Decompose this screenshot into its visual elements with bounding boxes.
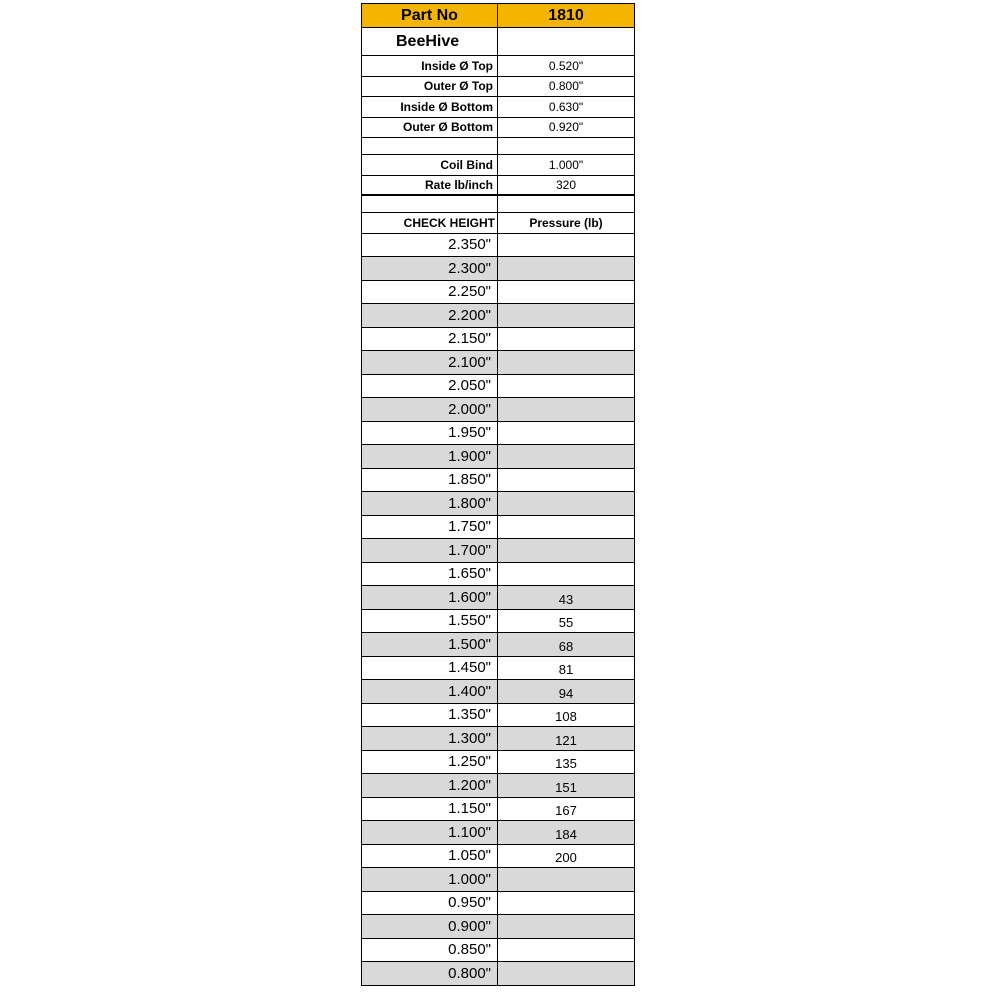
pressure-cell xyxy=(498,563,634,586)
spec-value: 0.800" xyxy=(548,79,584,94)
check-height-cell: 1.650" xyxy=(362,563,498,586)
table-row xyxy=(362,492,634,516)
check-height-cell: 1.550" xyxy=(362,610,498,633)
table-row xyxy=(362,892,634,916)
pressure-cell xyxy=(498,422,634,445)
blank-cell xyxy=(362,196,498,212)
table-row xyxy=(362,727,634,751)
pressure-cell xyxy=(498,892,634,915)
table-header-row xyxy=(362,213,634,234)
blank-row xyxy=(362,196,634,213)
table-row xyxy=(362,586,634,610)
check-height-cell: 1.750" xyxy=(362,516,498,539)
table-row xyxy=(362,751,634,775)
check-height-cell: 2.150" xyxy=(362,328,498,351)
blank-cell xyxy=(498,196,634,212)
pressure-cell xyxy=(498,915,634,938)
table-row xyxy=(362,422,634,446)
pressure-header: Pressure (lb) xyxy=(529,215,603,230)
part-header-row xyxy=(362,3,634,28)
check-height-cell: 0.950" xyxy=(362,892,498,915)
model-row xyxy=(362,28,634,56)
check-height-cell: 2.000" xyxy=(362,398,498,421)
pressure-cell xyxy=(498,939,634,962)
spec-value: 0.630" xyxy=(548,99,584,114)
table-row xyxy=(362,798,634,822)
check-height-cell: 1.800" xyxy=(362,492,498,515)
check-height-cell: 2.050" xyxy=(362,375,498,398)
blank-cell xyxy=(362,138,498,154)
rate-value: 320 xyxy=(555,177,577,192)
pressure-cell xyxy=(498,469,634,492)
pressure-cell: 43 xyxy=(558,591,574,607)
table-row xyxy=(362,680,634,704)
pressure-cell xyxy=(498,304,634,327)
table-row xyxy=(362,469,634,493)
pressure-cell xyxy=(498,281,634,304)
check-height-cell: 2.300" xyxy=(362,257,498,280)
blank-row xyxy=(362,138,634,155)
pressure-cell: 151 xyxy=(555,779,577,795)
rate-row xyxy=(362,176,634,197)
check-height-cell: 1.000" xyxy=(362,868,498,891)
check-height-header: CHECK HEIGHT xyxy=(362,213,498,233)
check-height-cell: 1.950" xyxy=(362,422,498,445)
table-row xyxy=(362,704,634,728)
pressure-cell: 55 xyxy=(558,615,574,631)
check-height-cell: 1.050" xyxy=(362,845,498,868)
spec-value: 0.520" xyxy=(548,58,584,73)
check-height-cell: 1.500" xyxy=(362,633,498,656)
pressure-cell xyxy=(498,257,634,280)
check-height-cell: 0.850" xyxy=(362,939,498,962)
spec-label: Outer Ø Bottom xyxy=(362,118,498,138)
table-row xyxy=(362,328,634,352)
pressure-cell: 94 xyxy=(558,685,574,701)
check-height-cell: 1.150" xyxy=(362,798,498,821)
spec-value: 0.920" xyxy=(548,120,584,135)
part-number: 1810 xyxy=(548,6,584,24)
pressure-cell xyxy=(498,539,634,562)
spec-label: Inside Ø Bottom xyxy=(362,97,498,117)
check-height-cell: 1.450" xyxy=(362,657,498,680)
table-row xyxy=(362,610,634,634)
table-row xyxy=(362,563,634,587)
check-height-cell: 1.300" xyxy=(362,727,498,750)
table-row xyxy=(362,633,634,657)
table-row xyxy=(362,845,634,869)
check-height-cell: 2.100" xyxy=(362,351,498,374)
pressure-cell: 200 xyxy=(555,850,577,866)
table-row xyxy=(362,821,634,845)
table-row xyxy=(362,234,634,258)
pressure-cell xyxy=(498,351,634,374)
pressure-cell: 81 xyxy=(558,662,574,678)
coil-bind-label: Coil Bind xyxy=(362,155,498,175)
spring-spec-sheet xyxy=(361,3,635,986)
spec-label: Outer Ø Top xyxy=(362,77,498,97)
table-row xyxy=(362,281,634,305)
spec-row xyxy=(362,97,634,118)
table-row xyxy=(362,657,634,681)
check-height-cell: 1.700" xyxy=(362,539,498,562)
check-height-cell: 1.100" xyxy=(362,821,498,844)
table-row xyxy=(362,915,634,939)
pressure-cell xyxy=(498,445,634,468)
pressure-cell: 108 xyxy=(555,709,577,725)
spec-row xyxy=(362,77,634,98)
table-row xyxy=(362,257,634,281)
table-row xyxy=(362,868,634,892)
pressure-cell: 121 xyxy=(555,732,577,748)
pressure-cell xyxy=(498,375,634,398)
table-row xyxy=(362,539,634,563)
table-row xyxy=(362,939,634,963)
pressure-cell xyxy=(498,962,634,985)
pressure-cell xyxy=(498,492,634,515)
check-height-cell: 1.250" xyxy=(362,751,498,774)
table-row xyxy=(362,375,634,399)
pressure-cell: 68 xyxy=(558,638,574,654)
model-value-cell xyxy=(498,28,634,55)
coil-bind-row xyxy=(362,155,634,176)
check-height-cell: 1.350" xyxy=(362,704,498,727)
check-height-cell: 0.900" xyxy=(362,915,498,938)
rate-label: Rate lb/inch xyxy=(362,176,498,195)
check-height-cell: 0.800" xyxy=(362,962,498,985)
pressure-cell xyxy=(498,398,634,421)
spec-row xyxy=(362,56,634,77)
part-no-label: Part No xyxy=(362,4,498,27)
check-height-table xyxy=(362,234,634,986)
table-row xyxy=(362,445,634,469)
pressure-cell xyxy=(498,868,634,891)
table-row xyxy=(362,304,634,328)
pressure-cell xyxy=(498,234,634,257)
table-row xyxy=(362,962,634,986)
pressure-cell: 184 xyxy=(555,826,577,842)
check-height-cell: 1.200" xyxy=(362,774,498,797)
check-height-cell: 1.400" xyxy=(362,680,498,703)
check-height-cell: 1.900" xyxy=(362,445,498,468)
pressure-cell: 135 xyxy=(555,756,577,772)
blank-cell xyxy=(498,138,634,154)
pressure-cell: 167 xyxy=(555,803,577,819)
spec-label: Inside Ø Top xyxy=(362,56,498,76)
pressure-cell xyxy=(498,516,634,539)
check-height-cell: 2.250" xyxy=(362,281,498,304)
table-row xyxy=(362,516,634,540)
table-row xyxy=(362,351,634,375)
check-height-cell: 2.200" xyxy=(362,304,498,327)
table-row xyxy=(362,774,634,798)
table-row xyxy=(362,398,634,422)
check-height-cell: 1.600" xyxy=(362,586,498,609)
model-name: BeeHive xyxy=(362,28,498,55)
check-height-cell: 2.350" xyxy=(362,234,498,257)
spec-row xyxy=(362,118,634,139)
check-height-cell: 1.850" xyxy=(362,469,498,492)
coil-bind-value: 1.000" xyxy=(548,157,584,172)
pressure-cell xyxy=(498,328,634,351)
